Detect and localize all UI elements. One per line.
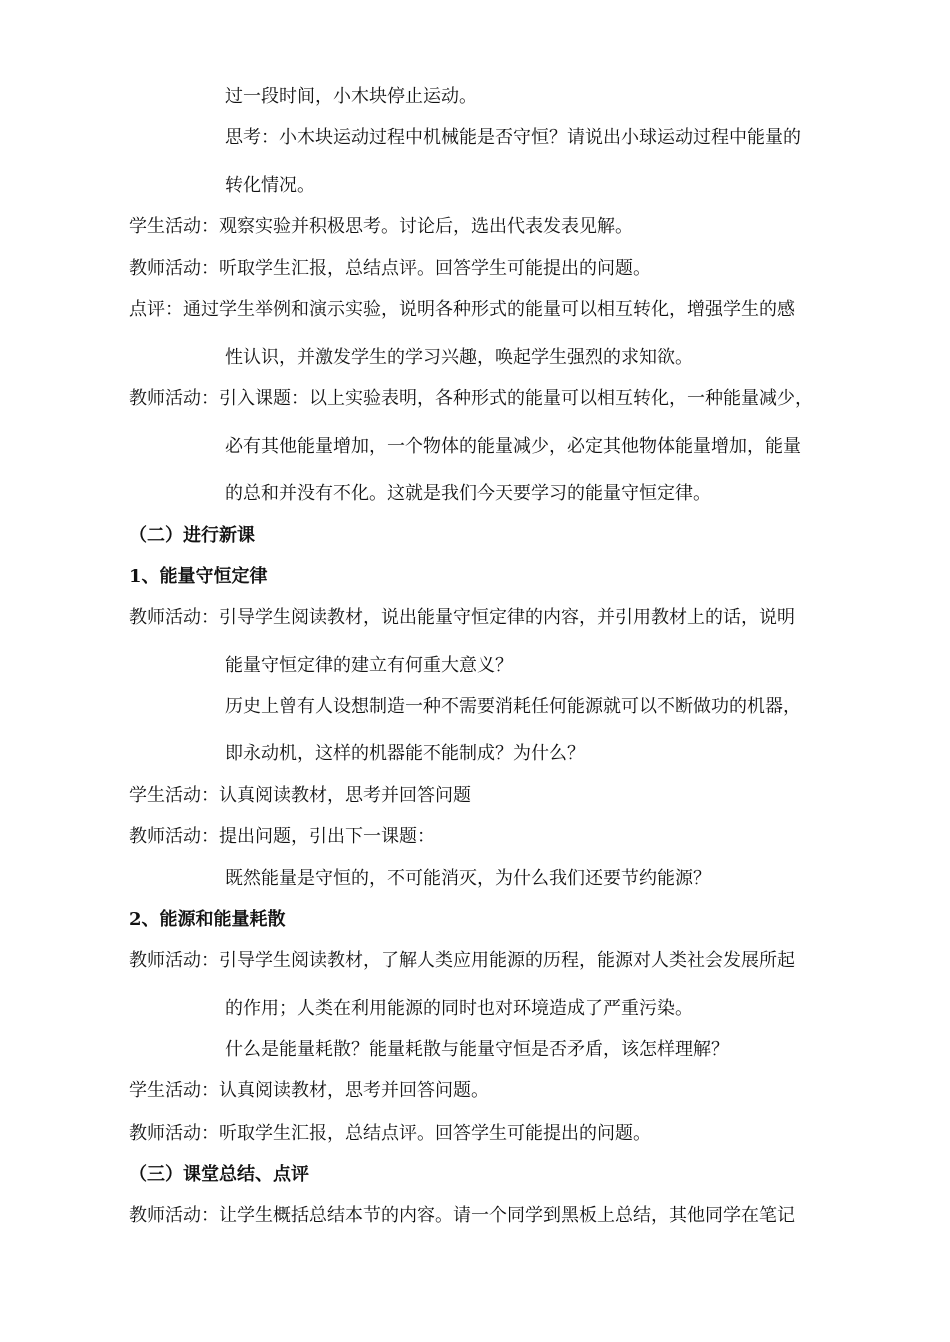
text-line: 学生活动：认真阅读教材，思考并回答问题。 (129, 1080, 489, 1101)
text-line: 既然能量是守恒的，不可能消灭，为什么我们还要节约能源？ (225, 868, 711, 889)
text-line: 教师活动：听取学生汇报，总结点评。回答学生可能提出的问题。 (129, 258, 651, 279)
text-line: 教师活动：听取学生汇报，总结点评。回答学生可能提出的问题。 (129, 1123, 651, 1144)
text-line: 学生活动：观察实验并积极思考。讨论后，选出代表发表见解。 (129, 216, 633, 237)
text-line: 过一段时间，小木块停止运动。 (225, 86, 477, 107)
subsection-heading: 1、能量守恒定律 (129, 566, 268, 587)
text-line: 思考：小木块运动过程中机械能是否守恒？请说出小球运动过程中能量的 (225, 127, 801, 148)
text-line: 教师活动：引导学生阅读教材，了解人类应用能源的历程，能源对人类社会发展所起 (129, 950, 795, 971)
text-line: 教师活动：提出问题，引出下一课题： (129, 826, 435, 847)
text-line: 教师活动：引导学生阅读教材，说出能量守恒定律的内容，并引用教材上的话，说明 (129, 607, 795, 628)
subsection-heading: 2、能源和能量耗散 (129, 909, 286, 930)
text-line: 学生活动：认真阅读教材，思考并回答问题 (129, 785, 471, 806)
text-line: 什么是能量耗散？能量耗散与能量守恒是否矛盾，该怎样理解？ (225, 1039, 729, 1060)
text-line: 性认识，并激发学生的学习兴趣，唤起学生强烈的求知欲。 (225, 347, 693, 368)
text-line: 即永动机，这样的机器能不能制成？为什么？ (225, 743, 585, 764)
section-heading: （二）进行新课 (129, 525, 255, 546)
text-line: 的作用；人类在利用能源的同时也对环境造成了严重污染。 (225, 998, 693, 1019)
text-line: 转化情况。 (225, 175, 315, 196)
text-line: 教师活动：引入课题：以上实验表明，各种形式的能量可以相互转化，一种能量减少， (129, 388, 813, 409)
text-line: 能量守恒定律的建立有何重大意义？ (225, 655, 513, 676)
text-line: 点评：通过学生举例和演示实验，说明各种形式的能量可以相互转化，增强学生的感 (129, 299, 795, 320)
text-line: 的总和并没有不化。这就是我们今天要学习的能量守恒定律。 (225, 483, 711, 504)
section-heading: （三）课堂总结、点评 (129, 1164, 309, 1185)
text-line: 必有其他能量增加，一个物体的能量减少，必定其他物体能量增加，能量 (225, 436, 801, 457)
text-line: 历史上曾有人设想制造一种不需要消耗任何能源就可以不断做功的机器， (225, 696, 801, 717)
text-line: 教师活动：让学生概括总结本节的内容。请一个同学到黑板上总结，其他同学在笔记 (129, 1205, 795, 1226)
